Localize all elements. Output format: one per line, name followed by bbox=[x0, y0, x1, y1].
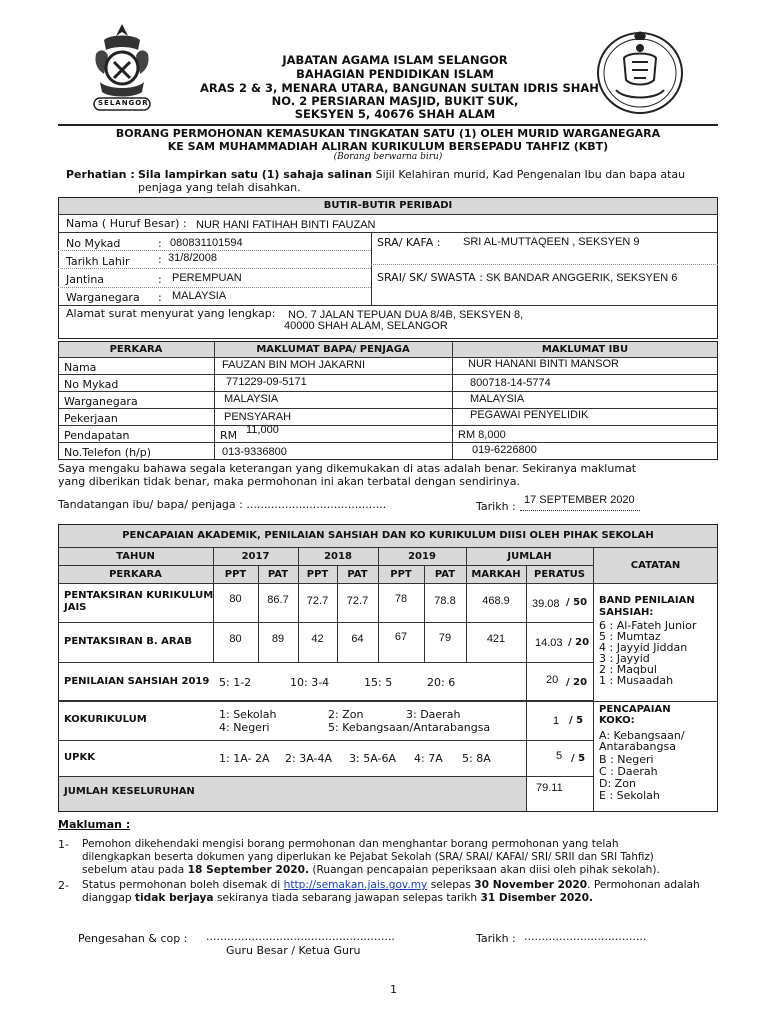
koko-max: / 5 bbox=[569, 715, 584, 726]
divider bbox=[58, 701, 718, 702]
sahsiah-option: 15: 5 bbox=[364, 676, 393, 689]
h-ppt: PPT bbox=[306, 569, 329, 580]
upkk-option: 4: 7A bbox=[414, 752, 443, 765]
form-title-2: KE SAM MUHAMMADIAH ALIRAN KURIKULUM BERSEPADU TAHFIZ (KBT) bbox=[167, 140, 609, 153]
upkk-max: / 5 bbox=[571, 753, 586, 764]
sra-value[interactable]: SRI AL-MUTTAQEEN , SEKSYEN 9 bbox=[463, 236, 640, 248]
score-cell[interactable]: 89 bbox=[271, 633, 285, 645]
score-cell[interactable]: 72.7 bbox=[346, 595, 369, 607]
h-markah: MARKAH bbox=[471, 569, 521, 580]
koko-option: 2: Zon bbox=[328, 708, 364, 721]
note-1-line-2: dilengkapkan beserta dokumen yang diperlukan ke Pejabat Sekolah (SRA/ SRAI/ KAFAI/ SRI/ SRII dan SRI Tahfiz) bbox=[82, 851, 654, 863]
footer-date-line[interactable]: ................................... bbox=[524, 930, 647, 943]
h-peratus: PERATUS bbox=[534, 569, 585, 580]
header-line-4: NO. 2 PERSIARAN MASJID, BUKIT SUK, bbox=[271, 94, 519, 108]
gender-label: Jantina bbox=[66, 273, 105, 286]
upkk-option: 3: 5A-6A bbox=[349, 752, 396, 765]
parent-row-label: No Mykad bbox=[64, 378, 119, 391]
divider bbox=[58, 214, 718, 215]
h-year-2018: 2018 bbox=[324, 551, 352, 562]
h-year-2017: 2017 bbox=[241, 551, 270, 562]
divider bbox=[58, 287, 371, 288]
h-year: TAHUN bbox=[116, 551, 155, 562]
band-item: 3 : Jayyid bbox=[599, 652, 650, 665]
header-divider bbox=[58, 124, 718, 126]
band-item: 5 : Mumtaz bbox=[599, 630, 661, 643]
declaration-line-2: yang diberikan tidak benar, maka permohonan ini akan terbatal dengan sendirinya. bbox=[58, 475, 521, 488]
divider bbox=[58, 232, 718, 233]
sahsiah-score[interactable]: 20 bbox=[546, 674, 559, 686]
koko-note-item: Antarabangsa bbox=[599, 740, 676, 753]
notes-title: Makluman : bbox=[58, 818, 131, 831]
koko-note-item: D: Zon bbox=[599, 777, 636, 790]
koko-note-item: E : Sekolah bbox=[599, 789, 660, 802]
sahsiah-max: / 20 bbox=[566, 677, 588, 688]
pct-max: / 20 bbox=[568, 637, 590, 648]
personal-section-title: BUTIR-BUTIR PERIBADI bbox=[323, 200, 453, 211]
header-line-2: BAHAGIAN PENDIDIKAN ISLAM bbox=[296, 67, 494, 81]
col-mother: MAKLUMAT IBU bbox=[541, 344, 629, 355]
endorse-role: Guru Besar / Ketua Guru bbox=[226, 944, 361, 957]
koko-note-item: C : Daerah bbox=[599, 765, 658, 778]
upkk-score[interactable]: 5 bbox=[556, 750, 563, 762]
divider bbox=[58, 662, 593, 663]
address-line-2[interactable]: 40000 SHAH ALAM, SELANGOR bbox=[284, 320, 448, 332]
koko-note-item: A: Kebangsaan/ bbox=[599, 729, 685, 742]
band-item: 2 : Maqbul bbox=[599, 663, 657, 676]
jais-logo-left bbox=[84, 20, 160, 116]
colon: : bbox=[158, 273, 162, 286]
h-item: PERKARA bbox=[109, 569, 162, 580]
attention-bold: Sila lampirkan satu (1) sahaja salinan bbox=[138, 168, 373, 181]
row-label: PENTAKSIRAN B. ARAB bbox=[64, 636, 192, 647]
mother-income[interactable]: RM 8,000 bbox=[458, 429, 506, 441]
father-mykad[interactable]: 771229-09-5171 bbox=[226, 376, 307, 388]
dob-label: Tarikh Lahir bbox=[66, 255, 130, 268]
mother-name[interactable]: NUR HANANI BINTI MANSOR bbox=[468, 358, 619, 370]
score-cell[interactable]: 79 bbox=[438, 632, 452, 644]
upkk-option: 1: 1A- 2A bbox=[219, 752, 270, 765]
jais-logo-right bbox=[594, 28, 686, 118]
endorse-label: Pengesahan & cop : bbox=[78, 932, 188, 945]
score-cell[interactable]: 86.7 bbox=[267, 594, 289, 606]
sahsiah-option: 5: 1-2 bbox=[219, 676, 252, 689]
markah-cell[interactable]: 468.9 bbox=[482, 595, 510, 607]
h-pat: PAT bbox=[434, 569, 456, 580]
colon: : bbox=[158, 253, 162, 266]
sahsiah-option: 20: 6 bbox=[427, 676, 456, 689]
date-underline bbox=[520, 510, 640, 511]
koko-option: 3: Daerah bbox=[406, 708, 461, 721]
note-2-line-2 bbox=[82, 892, 593, 904]
note-text: dianggap bbox=[82, 892, 135, 904]
divider bbox=[58, 622, 593, 623]
score-cell[interactable]: 78.8 bbox=[434, 595, 456, 607]
upkk-label: UPKK bbox=[64, 752, 95, 763]
divider bbox=[58, 740, 593, 741]
divider bbox=[452, 341, 453, 460]
father-occupation[interactable]: PENSYARAH bbox=[224, 411, 292, 423]
colon: : bbox=[158, 237, 162, 250]
rm-prefix: RM bbox=[220, 429, 238, 442]
attention-label: Perhatian : bbox=[66, 168, 135, 181]
divider bbox=[371, 232, 372, 305]
endorse-signature-line[interactable]: ...................................................... bbox=[206, 930, 395, 943]
declaration-line-1: Saya mengaku bahawa segala keterangan yang dikemukakan di atas adalah benar. Sekiranya maklumat bbox=[58, 462, 637, 475]
pct-max: / 50 bbox=[566, 597, 588, 608]
academic-section-title: PENCAPAIAN AKADEMIK, PENILAIAN SAHSIAH DAN KO KURIKULUM DIISI OLEH PIHAK SEKOLAH bbox=[122, 530, 654, 541]
parent-row-label: Warganegara bbox=[64, 395, 138, 408]
koko-note-title: PENCAPAIAN bbox=[599, 704, 671, 715]
score-cell[interactable]: 67 bbox=[394, 631, 408, 643]
h-ppt: PPT bbox=[390, 569, 412, 580]
divider bbox=[58, 268, 371, 269]
note-text: sekiranya tiada sebarang jawapan selepas tarikh bbox=[213, 892, 481, 904]
row-label: JAIS bbox=[64, 602, 87, 613]
koko-score[interactable]: 1 bbox=[553, 715, 560, 727]
mother-phone[interactable]: 019-6226800 bbox=[472, 444, 537, 456]
total-value[interactable]: 79.11 bbox=[536, 782, 563, 794]
score-cell[interactable]: 80 bbox=[229, 593, 242, 605]
koko-note-title: KOKO: bbox=[599, 715, 635, 726]
sahsiah-option: 10: 3-4 bbox=[290, 676, 330, 689]
h-pat: PAT bbox=[347, 569, 368, 580]
parent-row-label: Pendapatan bbox=[64, 429, 130, 442]
divider bbox=[58, 565, 593, 566]
header-line-1: JABATAN AGAMA ISLAM SELANGOR bbox=[282, 53, 508, 67]
mother-occupation[interactable]: PEGAWAI PENYELIDIK bbox=[470, 409, 589, 421]
note-text: selepas bbox=[427, 879, 475, 891]
band-item: 6 : Al-Fateh Junior bbox=[599, 619, 697, 632]
father-name[interactable]: FAUZAN BIN MOH JAKARNI bbox=[222, 359, 366, 371]
attention-rest: Sijil Kelahiran murid, Kad Pengenalan Ibu dan bapa atau bbox=[372, 168, 686, 181]
colon: : bbox=[158, 291, 162, 304]
note-1-line-3 bbox=[82, 864, 660, 876]
divider bbox=[58, 357, 718, 358]
note-date: 31 Disember 2020. bbox=[480, 892, 594, 904]
footer-date-label: Tarikh : bbox=[476, 932, 516, 945]
divider bbox=[371, 264, 718, 265]
page-number: 1 bbox=[390, 983, 397, 996]
upkk-option: 5: 8A bbox=[462, 752, 491, 765]
band-item: 1 : Musaadah bbox=[599, 674, 674, 687]
mykad-label: No Mykad bbox=[66, 237, 121, 250]
attention-line-2: penjaga yang telah disahkan. bbox=[138, 181, 301, 194]
h-ppt: PPT bbox=[224, 569, 247, 580]
name-value[interactable]: NUR HANI FATIHAH BINTI FAUZAN bbox=[196, 219, 376, 231]
parent-row-label: Pekerjaan bbox=[64, 412, 118, 425]
col-item: PERKARA bbox=[109, 344, 163, 355]
father-phone[interactable]: 013-9336800 bbox=[222, 446, 287, 458]
note-1-line-1: Pemohon dikehendaki mengisi borang permohonan dan menghantar borang permohonan yang telah bbox=[82, 838, 619, 850]
pct-cell[interactable]: 39.08 bbox=[532, 598, 560, 610]
note-text: (Ruangan pencapaian peperiksaan akan diisi oleh pihak sekolah). bbox=[308, 864, 660, 876]
note-1-number: 1- bbox=[58, 838, 69, 851]
mother-mykad[interactable]: 800718-14-5774 bbox=[470, 377, 551, 389]
date-label: Tarikh bbox=[476, 500, 509, 513]
divider bbox=[58, 391, 718, 392]
form-title-1: BORANG PERMOHONAN KEMASUKAN TINGKATAN SATU (1) OLEH MURID WARGANEGARA bbox=[115, 127, 661, 140]
total-label: JUMLAH KESELURUHAN bbox=[64, 786, 195, 797]
band-title: BAND PENILAIAN bbox=[599, 595, 695, 606]
parent-row-label: Nama bbox=[64, 361, 97, 374]
divider bbox=[58, 425, 718, 426]
divider bbox=[58, 250, 371, 251]
note-date: 30 November 2020 bbox=[474, 879, 588, 891]
gender-value[interactable]: PEREMPUAN bbox=[172, 272, 242, 284]
col-father: MAKLUMAT BAPA/ PENJAGA bbox=[256, 344, 410, 355]
mother-citizen[interactable]: MALAYSIA bbox=[470, 393, 525, 405]
divider bbox=[58, 305, 718, 306]
koko-option: 5: Kebangsaan/Antarabangsa bbox=[328, 721, 491, 734]
father-citizen[interactable]: MALAYSIA bbox=[224, 393, 279, 405]
form-subtitle: (Borang berwarna biru) bbox=[333, 152, 443, 162]
header-line-5: SEKSYEN 5, 40676 SHAH ALAM bbox=[294, 107, 496, 121]
address-line-1[interactable]: NO. 7 JALAN TEPUAN DUA 8/4B, SEKSYEN 8, bbox=[288, 309, 524, 321]
divider bbox=[214, 341, 215, 460]
score-cell[interactable]: 80 bbox=[229, 633, 242, 645]
divider bbox=[58, 442, 718, 443]
citizen-label: Warganegara bbox=[66, 291, 140, 304]
score-cell[interactable]: 72.7 bbox=[306, 595, 329, 607]
mykad-value[interactable]: 080831101594 bbox=[170, 237, 243, 249]
h-pat: PAT bbox=[267, 569, 289, 580]
divider bbox=[593, 547, 594, 812]
divider bbox=[526, 565, 527, 812]
address-label: Alamat surat menyurat yang lengkap: bbox=[66, 307, 276, 320]
divider bbox=[58, 547, 718, 548]
h-year-2019: 2019 bbox=[408, 551, 436, 562]
note-2-number: 2- bbox=[58, 879, 69, 892]
markah-cell[interactable]: 421 bbox=[486, 633, 506, 645]
divider bbox=[58, 374, 718, 375]
sra-label: SRA/ KAFA : bbox=[377, 236, 441, 249]
koko-option: 4: Negeri bbox=[219, 721, 270, 734]
name-label: Nama ( Huruf Besar) : bbox=[66, 217, 187, 230]
pct-cell[interactable]: 14.03 bbox=[535, 637, 563, 649]
father-income[interactable]: 11,000 bbox=[246, 424, 279, 436]
row-label: PENTAKSIRAN KURIKULUM bbox=[64, 590, 214, 601]
band-title: SAHSIAH: bbox=[599, 607, 654, 618]
signature-label: Tandatangan ibu/ bapa/ penjaga : ........................................ bbox=[58, 498, 387, 511]
divider bbox=[58, 583, 718, 584]
srai-label: SRAI/ SK/ SWASTA : bbox=[377, 271, 483, 284]
score-cell[interactable]: 78 bbox=[394, 593, 408, 605]
note-deadline: 18 September 2020. bbox=[187, 864, 309, 876]
parent-row-label: No.Telefon (h/p) bbox=[64, 446, 152, 459]
koko-label: KOKURIKULUM bbox=[64, 714, 147, 725]
date-colon: : bbox=[512, 500, 516, 513]
score-cell[interactable]: 42 bbox=[311, 633, 324, 645]
h-total: JUMLAH bbox=[507, 551, 552, 562]
note-text: . Permohonan adalah bbox=[587, 879, 700, 891]
note-2-line-1 bbox=[82, 879, 700, 891]
header-line-3: ARAS 2 & 3, MENARA UTARA, BANGUNAN SULTAN IDRIS SHAH bbox=[200, 81, 599, 95]
note-text: sebelum atau pada bbox=[82, 864, 188, 876]
divider bbox=[58, 408, 718, 409]
declaration-date[interactable]: 17 SEPTEMBER 2020 bbox=[524, 494, 635, 506]
semakan-link[interactable]: http://semakan.jais.gov.my bbox=[283, 879, 428, 891]
note-bold: tidak berjaya bbox=[134, 892, 214, 904]
srai-value[interactable]: SK BANDAR ANGGERIK, SEKSYEN 6 bbox=[486, 272, 678, 284]
h-notes: CATATAN bbox=[630, 560, 681, 571]
band-item: 4 : Jayyid Jiddan bbox=[599, 641, 688, 654]
upkk-option: 2: 3A-4A bbox=[285, 752, 332, 765]
note-text: Status permohonan boleh disemak di bbox=[82, 879, 284, 891]
score-cell[interactable]: 64 bbox=[351, 633, 364, 645]
left-logo-text: SELANGOR bbox=[98, 99, 149, 107]
koko-option: 1: Sekolah bbox=[219, 708, 277, 721]
citizen-value[interactable]: MALAYSIA bbox=[172, 290, 227, 302]
koko-note-item: B : Negeri bbox=[599, 753, 654, 766]
sahsiah-label: PENILAIAN SAHSIAH 2019 bbox=[64, 676, 210, 687]
attention-text bbox=[138, 168, 685, 181]
dob-value[interactable]: 31/8/2008 bbox=[168, 252, 217, 264]
